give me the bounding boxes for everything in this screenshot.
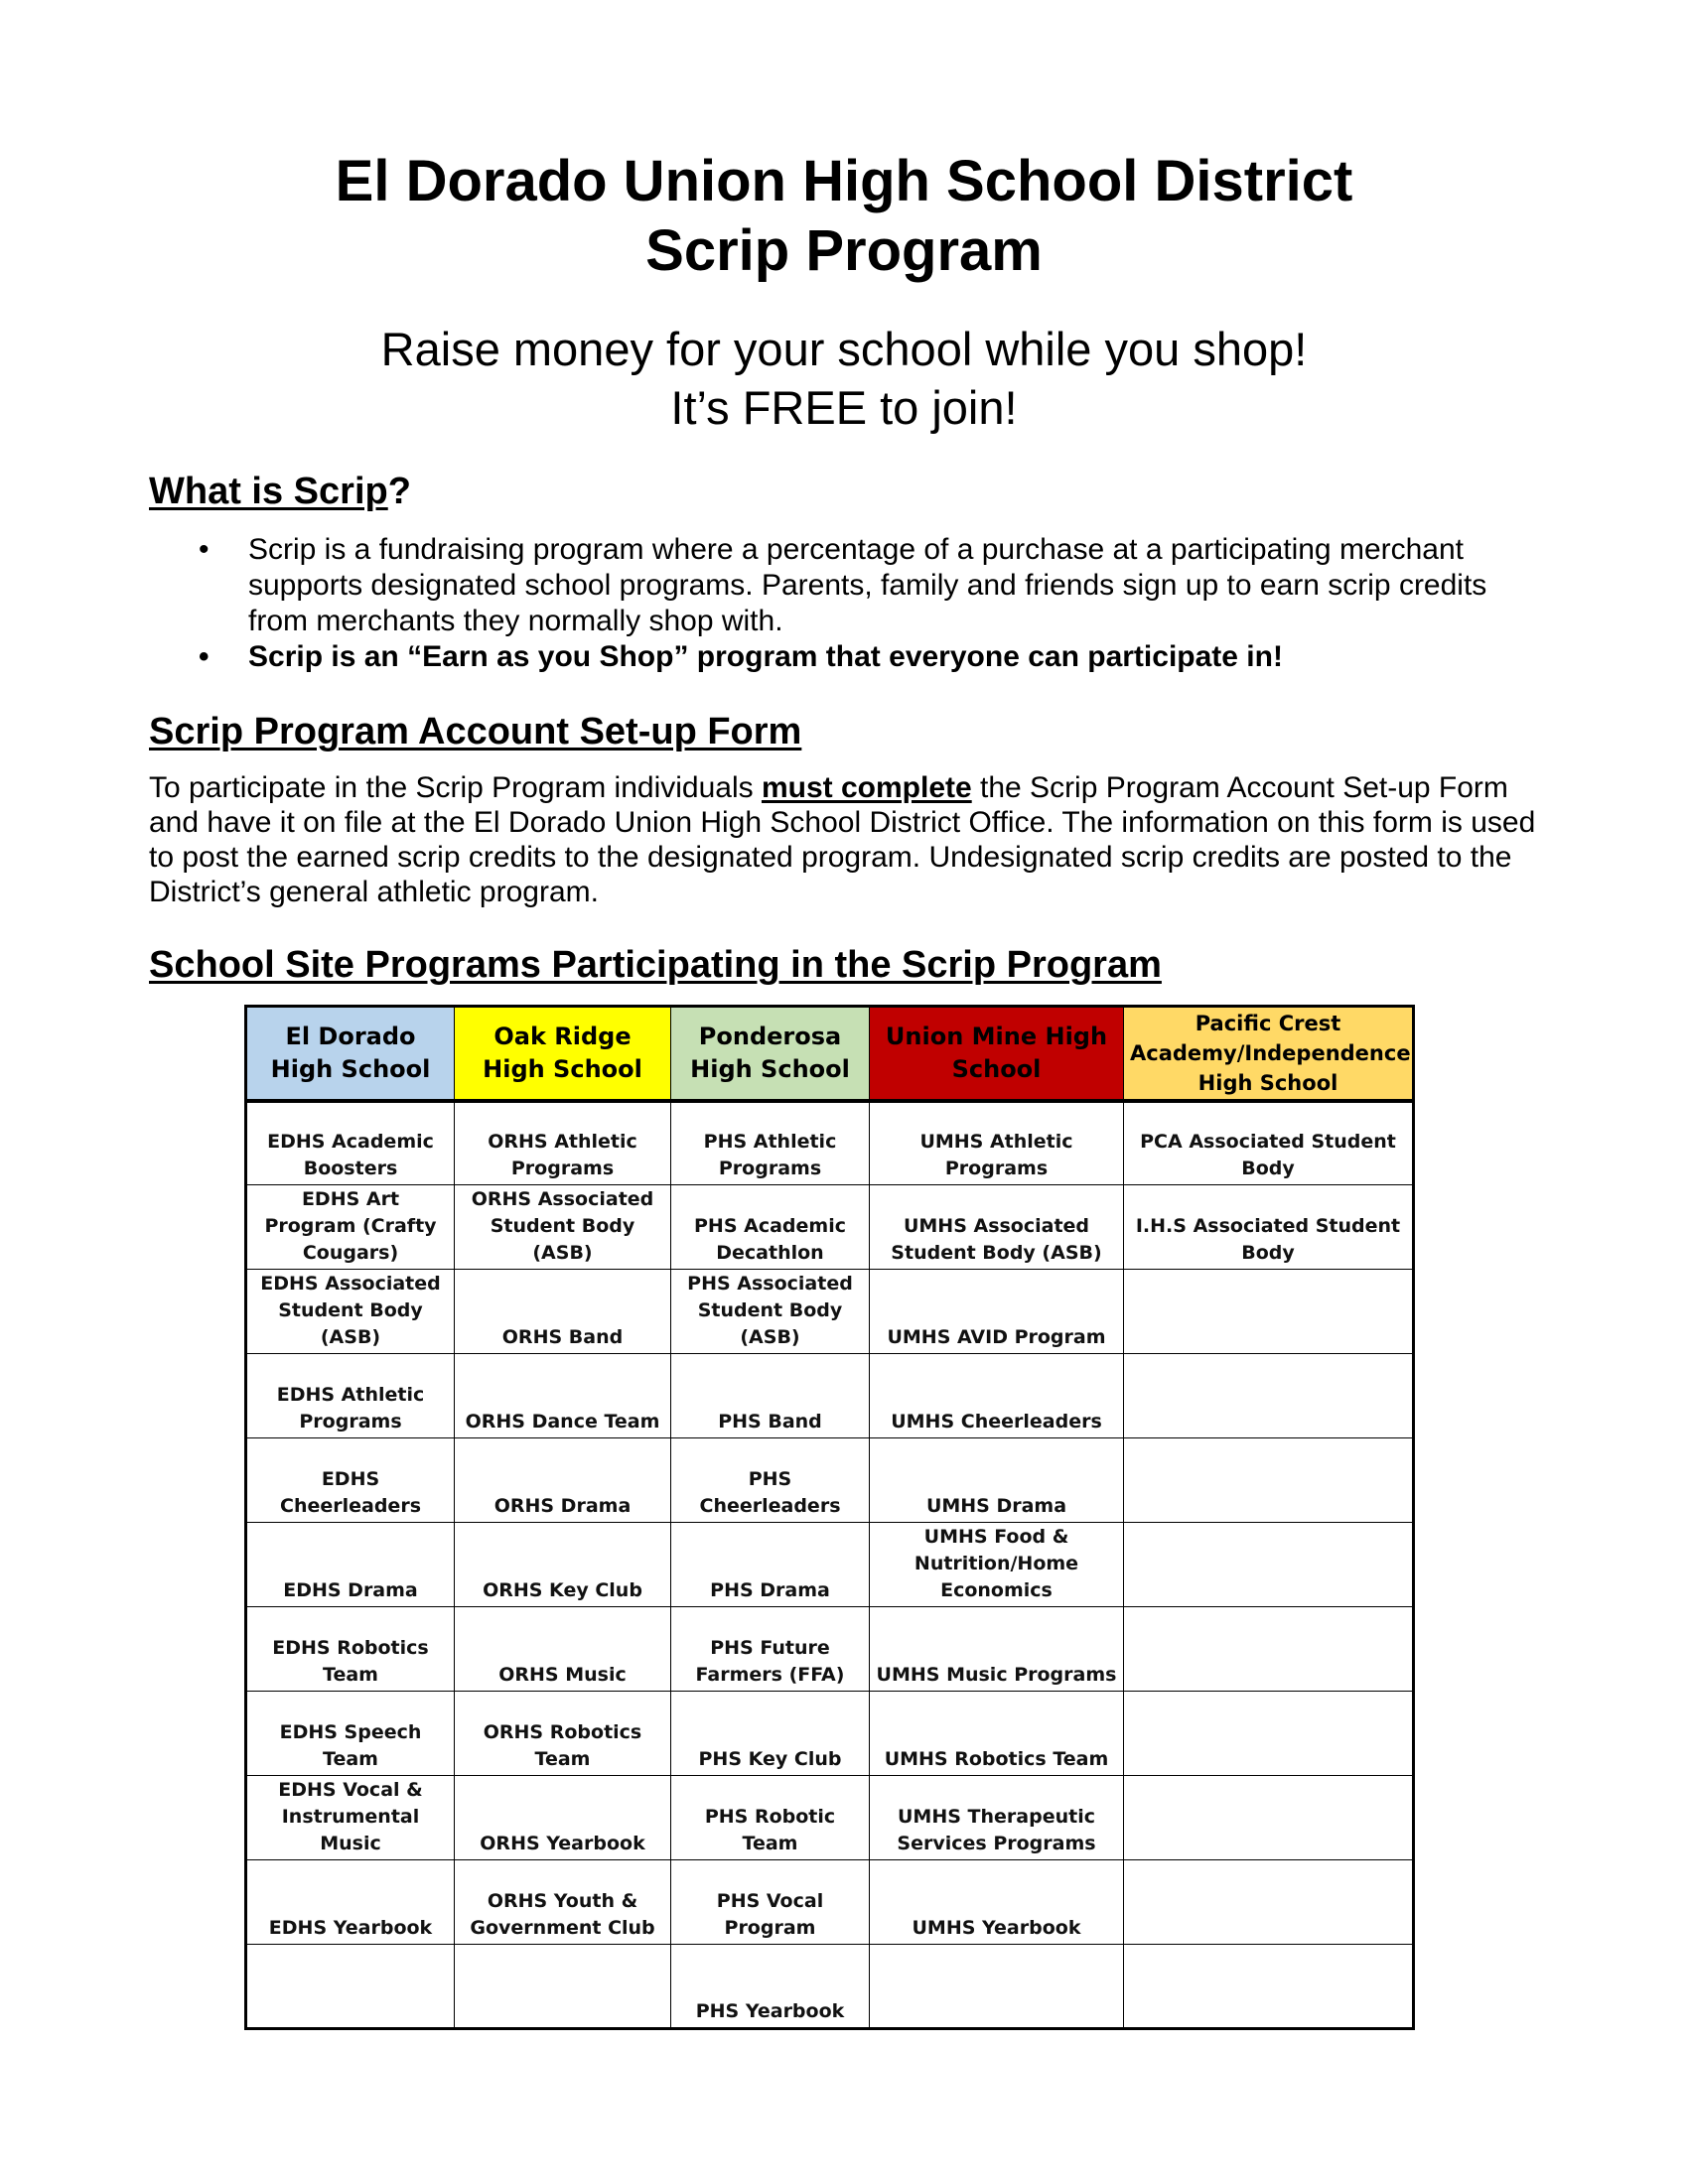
program-cell: ORHS Associated Student Body (ASB) xyxy=(455,1185,671,1270)
program-cell xyxy=(1124,1860,1414,1945)
setup-form-paragraph xyxy=(149,770,1559,909)
program-cell: EDHS Vocal & Instrumental Music xyxy=(246,1776,455,1860)
program-cell: PCA Associated Student Body xyxy=(1124,1101,1414,1185)
table-row xyxy=(246,1692,1414,1776)
program-cell: ORHS Yearbook xyxy=(455,1776,671,1860)
table-row xyxy=(246,1101,1414,1185)
table-row xyxy=(246,1438,1414,1523)
program-cell: UMHS Robotics Team xyxy=(870,1692,1124,1776)
program-cell: PHS Future Farmers (FFA) xyxy=(671,1607,870,1692)
table-row xyxy=(246,1354,1414,1438)
program-cell: UMHS Drama xyxy=(870,1438,1124,1523)
program-cell: UMHS Food & Nutrition/Home Economics xyxy=(870,1523,1124,1607)
program-cell: UMHS Yearbook xyxy=(870,1860,1124,1945)
program-cell: PHS Vocal Program xyxy=(671,1860,870,1945)
list-item xyxy=(149,532,1539,639)
program-cell: PHS Associated Student Body (ASB) xyxy=(671,1270,870,1354)
program-cell xyxy=(455,1945,671,2029)
column-header-union-mine: Union Mine High School xyxy=(870,1007,1124,1101)
program-cell: PHS Academic Decathlon xyxy=(671,1185,870,1270)
table-row xyxy=(246,1607,1414,1692)
program-cell: ORHS Key Club xyxy=(455,1523,671,1607)
program-cell: EDHS Academic Boosters xyxy=(246,1101,455,1185)
program-cell xyxy=(1124,1438,1414,1523)
table-body xyxy=(246,1101,1414,2029)
program-cell: EDHS Art Program (Crafty Cougars) xyxy=(246,1185,455,1270)
what-is-scrip-heading-text: What is Scrip xyxy=(149,471,388,512)
program-cell xyxy=(246,1945,455,2029)
program-cell: ORHS Robotics Team xyxy=(455,1692,671,1776)
program-cell xyxy=(1124,1945,1414,2029)
program-cell xyxy=(870,1945,1124,2029)
program-cell: PHS Cheerleaders xyxy=(671,1438,870,1523)
title-line-1: El Dorado Union High School District xyxy=(335,149,1353,213)
table-row xyxy=(246,1945,1414,2029)
program-cell: EDHS Robotics Team xyxy=(246,1607,455,1692)
program-cell: EDHS Yearbook xyxy=(246,1860,455,1945)
bullet-text: Scrip is a fundraising program where a percentage of a purchase at a participating merchant supports designated school programs. Parents, family and friends sign up to earn scrip credits from merchants they normally shop with. xyxy=(248,533,1487,637)
program-cell: ORHS Athletic Programs xyxy=(455,1101,671,1185)
program-cell: ORHS Drama xyxy=(455,1438,671,1523)
setup-form-heading: Scrip Program Account Set-up Form xyxy=(149,711,802,752)
setup-text-after: the Scrip Program Account Set-up Form and have it on file at the El Dorado Union High School District Office. The information on this form is used to post the earned scrip credits to the designated program. Undesignated scrip credits are posted to the District’s general athletic program. xyxy=(149,771,1536,908)
program-cell: ORHS Music xyxy=(455,1607,671,1692)
program-cell xyxy=(1124,1692,1414,1776)
column-header-el-dorado: El Dorado High School xyxy=(246,1007,455,1101)
title-line-2: Scrip Program xyxy=(645,218,1043,283)
program-cell xyxy=(1124,1607,1414,1692)
bullet-icon: • xyxy=(199,640,210,673)
bullet-text: Scrip is an “Earn as you Shop” program that everyone can participate in! xyxy=(248,640,1283,673)
program-cell: EDHS Associated Student Body (ASB) xyxy=(246,1270,455,1354)
page-title xyxy=(0,147,1688,286)
table-row xyxy=(246,1860,1414,1945)
subtitle-line-2: It’s FREE to join! xyxy=(670,381,1018,434)
table-row xyxy=(246,1776,1414,1860)
program-cell: UMHS Therapeutic Services Programs xyxy=(870,1776,1124,1860)
program-cell: I.H.S Associated Student Body xyxy=(1124,1185,1414,1270)
program-cell xyxy=(1124,1354,1414,1438)
table-row xyxy=(246,1185,1414,1270)
program-cell: PHS Robotic Team xyxy=(671,1776,870,1860)
subtitle-line-1: Raise money for your school while you shop! xyxy=(380,323,1308,375)
sites-heading: School Site Programs Participating in the Scrip Program xyxy=(149,944,1162,986)
setup-text-emphasis: must complete xyxy=(761,771,972,804)
program-cell: UMHS Associated Student Body (ASB) xyxy=(870,1185,1124,1270)
program-cell: ORHS Band xyxy=(455,1270,671,1354)
program-cell: UMHS Athletic Programs xyxy=(870,1101,1124,1185)
program-cell xyxy=(1124,1523,1414,1607)
what-is-scrip-list xyxy=(149,532,1539,675)
program-cell: PHS Drama xyxy=(671,1523,870,1607)
program-cell: EDHS Cheerleaders xyxy=(246,1438,455,1523)
column-header-oak-ridge: Oak Ridge High School xyxy=(455,1007,671,1101)
program-cell: ORHS Youth & Government Club xyxy=(455,1860,671,1945)
table-header-row xyxy=(246,1007,1414,1101)
what-is-scrip-heading-suffix: ? xyxy=(387,471,411,512)
table-row xyxy=(246,1270,1414,1354)
program-cell: ORHS Dance Team xyxy=(455,1354,671,1438)
setup-text-before: To participate in the Scrip Program individuals xyxy=(149,771,762,804)
program-cell: EDHS Speech Team xyxy=(246,1692,455,1776)
program-cell: PHS Athletic Programs xyxy=(671,1101,870,1185)
program-cell xyxy=(1124,1776,1414,1860)
list-item xyxy=(149,639,1539,675)
program-cell: EDHS Athletic Programs xyxy=(246,1354,455,1438)
program-cell: UMHS AVID Program xyxy=(870,1270,1124,1354)
page-subtitle xyxy=(0,320,1688,437)
programs-table xyxy=(244,1005,1415,2030)
what-is-scrip-heading xyxy=(149,469,411,514)
program-cell: UMHS Cheerleaders xyxy=(870,1354,1124,1438)
program-cell: PHS Yearbook xyxy=(671,1945,870,2029)
program-cell: UMHS Music Programs xyxy=(870,1607,1124,1692)
program-cell: EDHS Drama xyxy=(246,1523,455,1607)
table-row xyxy=(246,1523,1414,1607)
program-cell: PHS Key Club xyxy=(671,1692,870,1776)
program-cell xyxy=(1124,1270,1414,1354)
bullet-icon: • xyxy=(199,533,210,566)
program-cell: PHS Band xyxy=(671,1354,870,1438)
column-header-ponderosa: Ponderosa High School xyxy=(671,1007,870,1101)
column-header-pacific-crest: Pacific Crest Academy/Independence High School xyxy=(1124,1007,1414,1101)
